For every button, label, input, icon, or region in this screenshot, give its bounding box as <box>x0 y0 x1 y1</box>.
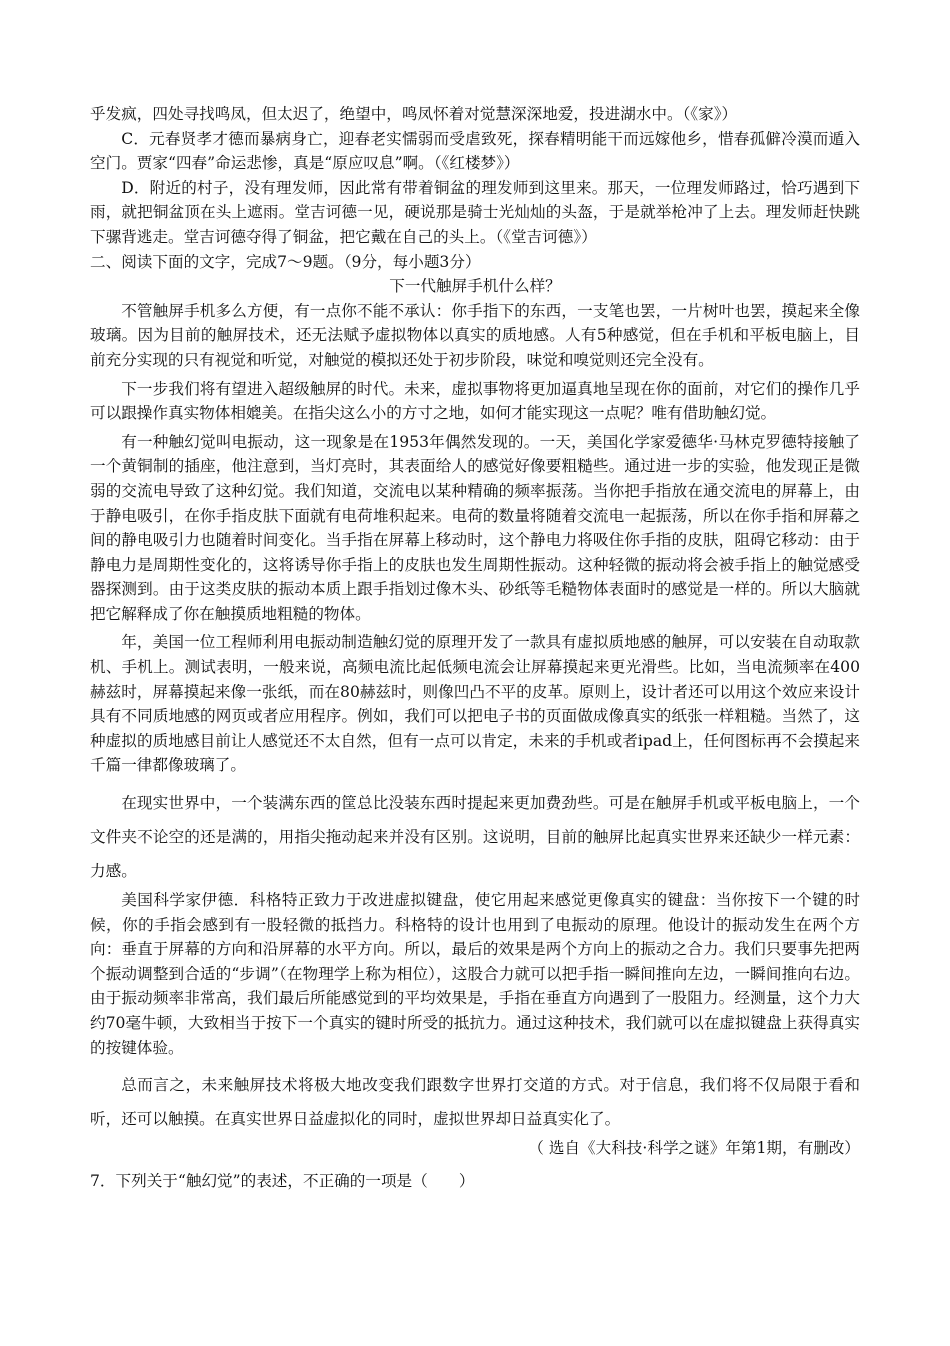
document-page <box>90 102 860 1193</box>
option-d: D．附近的村子，没有理发师，因此常有带着铜盆的理发师到这里来。那天，一位理发师路过，恰巧遇到下雨，就把铜盆顶在头上遮雨。堂吉诃德一见，硬说那是骑士光灿灿的头盔，于是就举枪冲了上去。理发师赶快跳下骡背逃走。堂吉诃德夺得了铜盆，把它戴在自己的头上。（《堂吉诃德》） <box>90 178 860 246</box>
section-heading: 二、阅读下面的文字，完成7～9题。（9分，每小题3分） <box>90 252 481 271</box>
article-paragraph-1: 不管触屏手机多么方便，有一点你不能不承认：你手指下的东西，一支笔也罢，一片树叶也罢，摸起来全像玻璃。因为目前的触屏技术，还无法赋予虚拟物体以真实的质地感。人有5种感觉，但在手机和平板电脑上，目前充分实现的只有视觉和听觉，对触觉的模拟还处于初步阶段，味觉和嗅觉则还完全没有。 <box>90 301 860 369</box>
option-c: C．元春贤孝才德而暴病身亡，迎春老实懦弱而受虐致死，探春精明能干而远嫁他乡，惜春孤僻冷漠而遁入空门。贾家“四春”命运悲惨，真是“原应叹息”啊。（《红楼梦》） <box>90 129 860 173</box>
question-7: 7．下列关于“触幻觉”的表述，不正确的一项是（ ） <box>90 1171 475 1190</box>
article-paragraph-3: 有一种触幻觉叫电振动，这一现象是在1953年偶然发现的。一天，美国化学家爱德华·马林克罗德特接触了一个黄铜制的插座，他注意到，当灯亮时，其表面给人的感觉好像要粗糙些。通过进一步的实验，他发现正是微弱的交流电导致了这种幻觉。我们知道，交流电以某种精确的频率振荡。当你把手指放在通交流电的屏幕上，由于静电吸引，在你手指皮肤下面就有电荷堆积起来。电荷的数量将随着交流电一起振荡，所以在你手指和屏幕之间的静电吸引力也随着时间变化。当手指在屏幕上移动时，这个静电力将吸住你手指的皮肤，阻碍它移动：由于静电力是周期性变化的，这将诱导你手指上的皮肤也发生周期性振动。这种轻微的振动将会被手指上的触觉感受器探测到。由于这类皮肤的振动本质上跟手指划过像木头、砂纸等毛糙物体表面时的感觉是一样的。所以大脑就把它解释成了你在触摸质地粗糙的物体。 <box>90 432 860 623</box>
source-note: （ 选自《大科技·科学之谜》年第1期，有删改） <box>528 1139 860 1158</box>
article-paragraph-2: 下一步我们将有望进入超级触屏的时代。未来，虚拟事物将更加逼真地呈现在你的面前，对它们的操作几乎可以跟操作真实物体相媲美。在指尖这么小的方寸之地，如何才能实现这一点呢？唯有借助触幻觉。 <box>90 379 860 423</box>
article-title: 下一代触屏手机什么样？ <box>389 277 561 296</box>
article-paragraph-7: 总而言之，未来触屏技术将极大地改变我们跟数字世界打交道的方式。对于信息，我们将不仅局限于看和听，还可以触摸。在真实世界日益虚拟化的同时，虚拟世界却日益真实化了。 <box>90 1076 860 1129</box>
article-paragraph-4: 年，美国一位工程师利用电振动制造触幻觉的原理开发了一款具有虚拟质地感的触屏，可以安装在自动取款机、手机上。测试表明，一般来说，高频电流比起低频电流会让屏幕摸起来更光滑些。比如，当电流频率在400赫兹时，屏幕摸起来像一张纸，而在80赫兹时，则像凹凸不平的皮革。原则上，设计者还可以用这个效应来设计具有不同质地感的网页或者应用程序。例如，我们可以把电子书的页面做成像真实的纸张一样粗糙。当然了，这种虚拟的质地感目前让人感觉还不太自然，但有一点可以肯定，未来的手机或者ipad上，任何图标再不会摸起来千篇一律都像玻璃了。 <box>90 633 860 775</box>
article-paragraph-5: 在现实世界中，一个装满东西的筐总比没装东西时提起来更加费劲些。可是在触屏手机或平板电脑上，一个文件夹不论空的还是满的，用指尖拖动起来并没有区别。这说明，目前的触屏比起真实世界来还缺少一样元素：力感。 <box>90 794 860 881</box>
previous-option-continuation: 乎发疯，四处寻找鸣凤，但太迟了，绝望中，鸣凤怀着对觉慧深深地爱，投进湖水中。（《家》） <box>90 105 738 123</box>
article-paragraph-6: 美国科学家伊德．科格特正致力于改进虚拟键盘，使它用起来感觉更像真实的键盘：当你按下一个键的时候，你的手指会感到有一股轻微的抵挡力。科格特的设计也用到了电振动的原理。他设计的振动发生在两个方向：垂直于屏幕的方向和沿屏幕的水平方向。所以，最后的效果是两个方向上的振动之合力。我们只要事先把两个振动调整到合适的“步调”（在物理学上称为相位），这股合力就可以把手指一瞬间推向左边，一瞬间推向右边。由于振动频率非常高，我们最后所能感觉到的平均效果是，手指在垂直方向遇到了一股阻力。经测量，这个力大约70毫牛顿，大致相当于按下一个真实的键时所受的抵抗力。通过这种技术，我们就可以在虚拟键盘上获得真实的按键体验。 <box>90 891 860 1057</box>
